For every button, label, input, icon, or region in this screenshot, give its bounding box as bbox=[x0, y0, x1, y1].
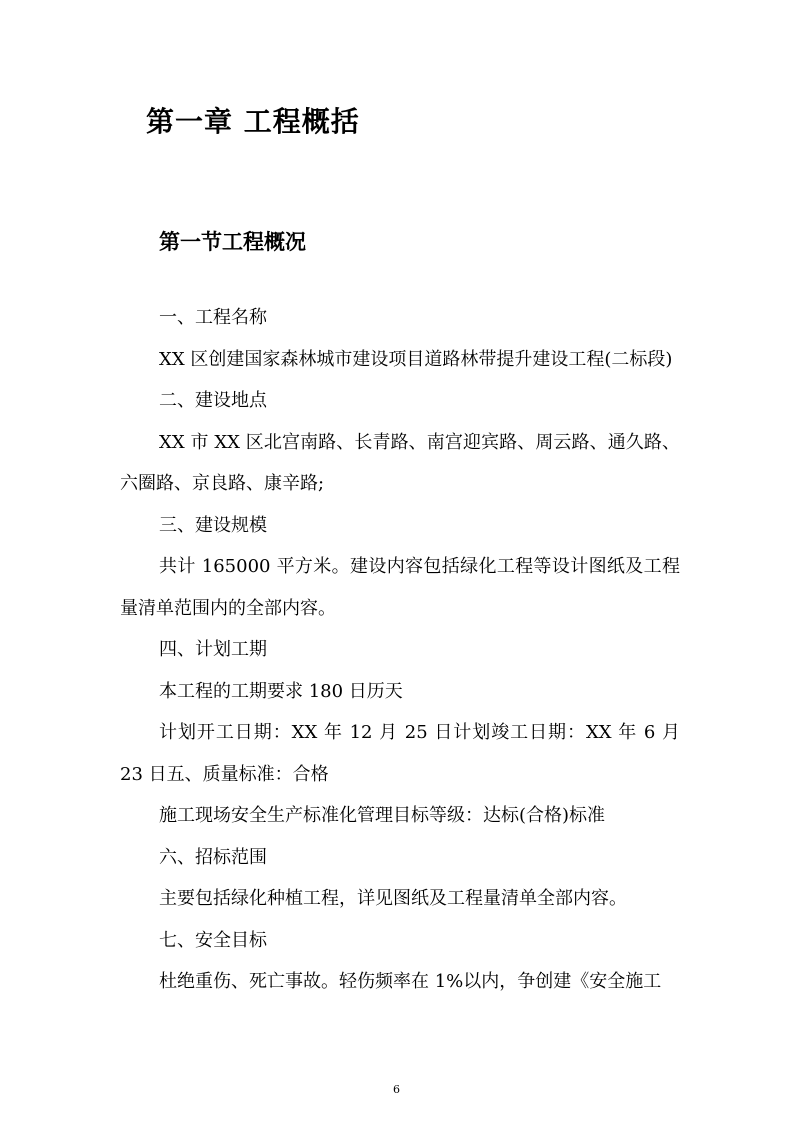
heading-project-name: 一、工程名称 bbox=[159, 307, 267, 328]
heading-bidding-scope: 六、招标范围 bbox=[159, 846, 267, 868]
paragraph-safety-standard: 施工现场安全生产标准化管理目标等级：达标(合格)标准 bbox=[159, 805, 606, 826]
paragraph-project-name: XX 区创建国家森林城市建设项目道路林带提升建设工程(二标段) bbox=[159, 348, 673, 370]
heading-construction-site: 二、建设地点 bbox=[159, 390, 267, 411]
chapter-title: 第一章 工程概括 bbox=[146, 105, 360, 138]
paragraph-bidding-scope: 主要包括绿化种植工程，详见图纸及工程量清单全部内容。 bbox=[159, 888, 627, 909]
section-title: 第一节工程概况 bbox=[159, 229, 306, 254]
paragraph-schedule-duration: 本工程的工期要求 180 日历天 bbox=[159, 680, 403, 702]
paragraph-safety-target: 杜绝重伤、死亡事故。轻伤频率在 1%以内，争创建《安全施工 bbox=[159, 971, 662, 992]
paragraph-construction-scale: 共计 165000 平方米。建设内容包括绿化工程等设计图纸及工程量清单范围内的全部内容。 bbox=[120, 556, 680, 619]
page-number: 6 bbox=[393, 1083, 400, 1096]
paragraph-schedule-dates: 计划开工日期：XX 年 12 月 25 日计划竣工日期：XX 年 6 月 23 日五、质量标准：合格 bbox=[120, 722, 680, 785]
body-text bbox=[120, 297, 680, 1003]
paragraph-construction-site: XX 市 XX 区北宫南路、长青路、南宫迎宾路、周云路、通久路、六圈路、京良路、康辛路; bbox=[120, 431, 680, 494]
heading-safety-target: 七、安全目标 bbox=[159, 929, 267, 951]
heading-planned-schedule: 四、计划工期 bbox=[159, 639, 267, 660]
heading-construction-scale: 三、建设规模 bbox=[159, 514, 267, 536]
